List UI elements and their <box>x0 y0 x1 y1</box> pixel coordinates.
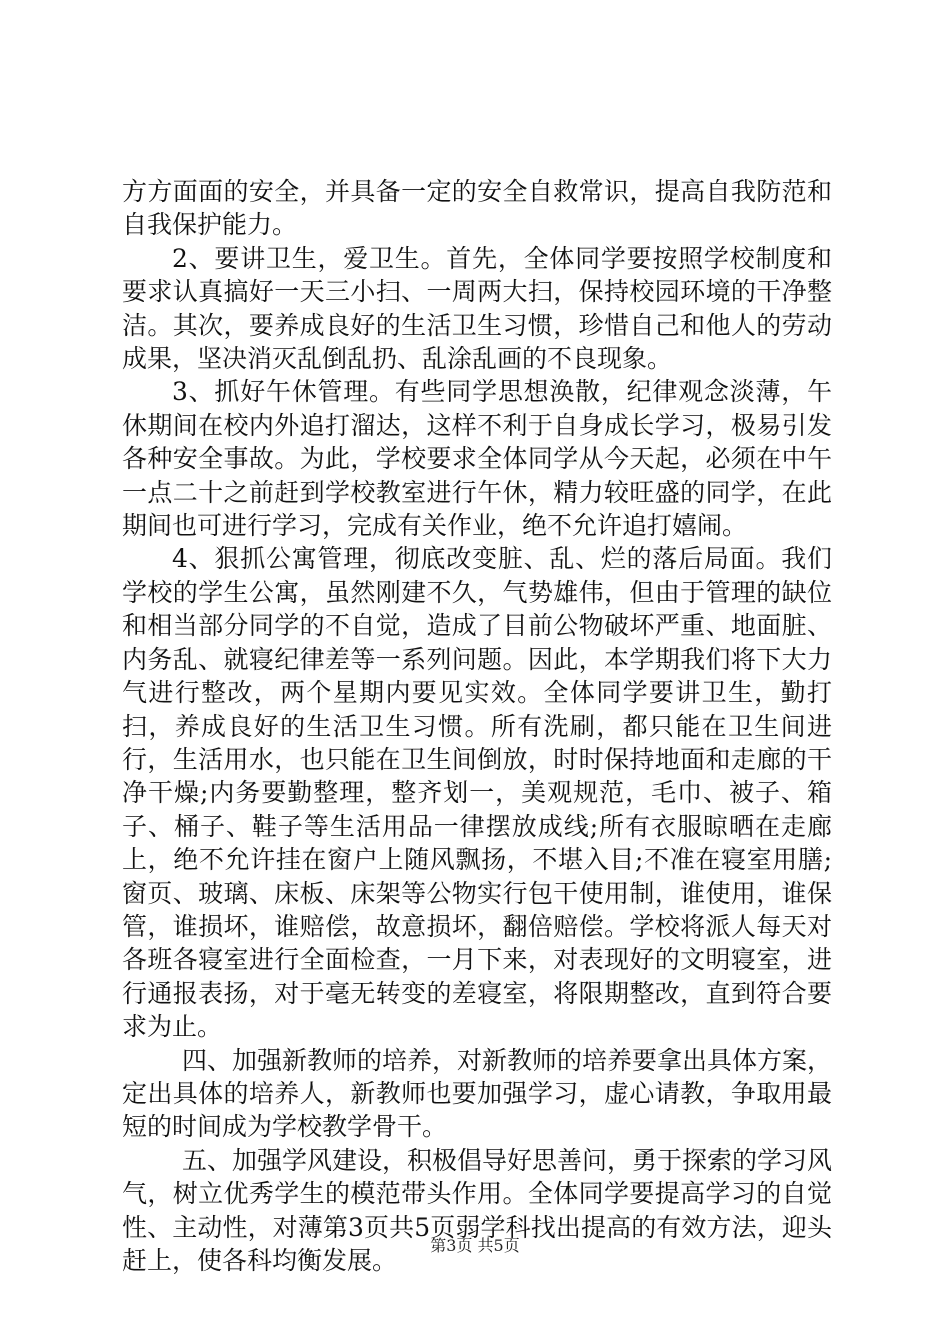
paragraph-new-teachers: 四、加强新教师的培养，对新教师的培养要拿出具体方案，定出具体的培养人，新教师也要加强学习，虚心请教，争取用最短的时间成为学校教学骨干。 <box>122 1045 833 1142</box>
paragraph-study-style: 五、加强学风建设，积极倡导好思善问，勇于探索的学习风气，树立优秀学生的模范带头作用。全体同学要提高学习的自觉性、主动性，对薄第3页共5页弱学科找出提高的有效方法，迎头赶上，使各科均衡发展。 <box>122 1145 833 1275</box>
paragraph-nap-management: 3、抓好午休管理。有些同学思想涣散，纪律观念淡薄，午休期间在校内外追打溜达，这样不利于自身成长学习，极易引发各种安全事故。为此，学校要求全体同学从今天起，必须在中午一点二十之前赶到学校教室进行午休，精力较旺盛的同学，在此期间也可进行学习，完成有关作业，绝不允许追打嬉闹。 <box>122 377 832 541</box>
paragraph-dormitory-management: 4、狠抓公寓管理，彻底改变脏、乱、烂的落后局面。我们学校的学生公寓，虽然刚建不久，气势雄伟，但由于管理的缺位和相当部分同学的不自觉，造成了目前公物破坏严重、地面脏、内务乱、就寝纪律差等一系列问题。因此，本学期我们将下大力气进行整改，两个星期内要见实效。全体同学要讲卫生，勤打扫，养成良好的生活卫生习惯。所有洗刷，都只能在卫生间进行，生活用水，也只能在卫生间倒放，时时保持地面和走廊的干净干燥;内务要勤整理，整齐划一，美观规范，毛巾、被子、箱子、桶子、鞋子等生活用品一律摆放成线;所有衣服晾晒在走廊上，绝不允许挂在窗户上随风飘扬，不堪入目;不准在寝室用膳;窗页、玻璃、床板、床架等公物实行包干使用制，谁使用，谁保管，谁损坏，谁赔偿，故意损坏，翻倍赔偿。学校将派人每天对各班各寝室进行全面检查，一月下来，对表现好的文明寝室，进行通报表扬，对于毫无转变的差寝室，将限期整改，直到符合要求为止。 <box>122 544 832 1042</box>
paragraph-continuation: 方方面面的安全，并具备一定的安全自救常识，提高自我防范和自我保护能力。 <box>122 177 832 240</box>
document-body <box>122 175 832 1277</box>
page-footer: 第3页 共5页 <box>430 1236 520 1255</box>
paragraph-hygiene: 2、要讲卫生，爱卫生。首先，全体同学要按照学校制度和要求认真搞好一天三小扫、一周两大扫，保持校园环境的干净整洁。其次，要养成良好的生活卫生习惯，珍惜自己和他人的劳动成果，坚决消灭乱倒乱扔、乱涂乱画的不良现象。 <box>122 243 832 374</box>
